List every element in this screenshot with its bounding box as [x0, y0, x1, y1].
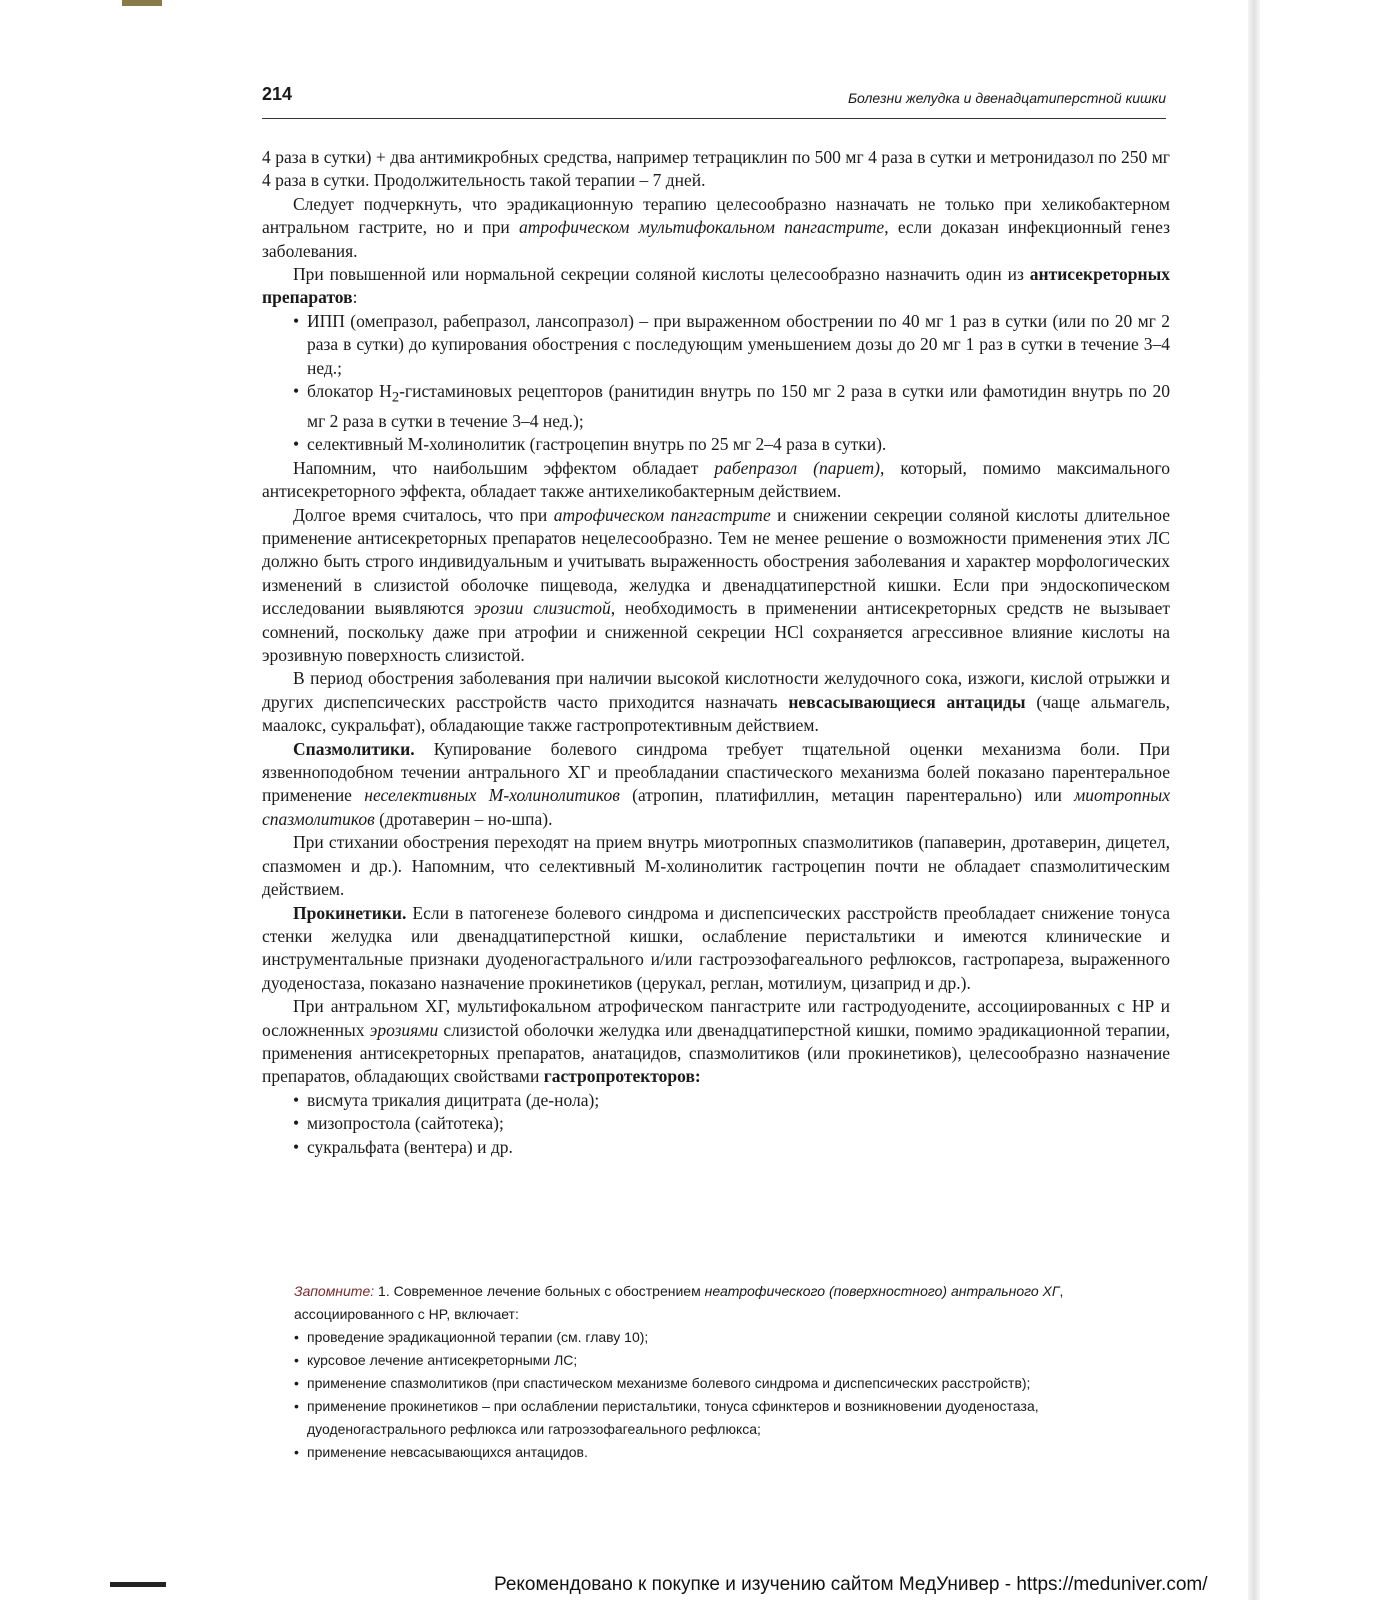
paragraph: В период обострения заболевания при наличии высокой кислотности желудочного сока, изжоги, кислой отрыжки и других диспепсических расстройств часто приходится назначать невсасывающиеся антациды (чаще альмагель, маалокс, сукральфат), обладающие также гастропротективным действием.	[262, 668, 1170, 736]
bullet-list	[262, 1089, 1170, 1159]
paragraph: Долгое время считалось, что при атрофическом пангастрите и снижении секреции соляной кислоты длительное применение антисекреторных препаратов нецелесообразно. Тем не менее решение о возможности применения этих ЛС должно быть строго индивидуальным и учитывать выраженность обострения заболевания и характер морфологических изменений в слизистой оболочке пищевода, желудка и двенадцатиперстной кишки. Если при эндоскопическом исследовании выявляются эрозии слизистой, необходимость в применении антисекреторных средств не вызывает сомнений, поскольку даже при атрофии и сниженной секреции HCl сохраняется агрессивное влияние кислоты на эрозивную поверхность слизистой.	[262, 504, 1170, 666]
paragraph: При антральном ХГ, мультифокальном атрофическом пангастрите или гастродуодените, ассоциированных с HP и осложненных эрозиями слизистой оболочки желудка или двенадцатиперстной кишки, помимо эрадикационной терапии, применения антисекреторных препаратов, анатацидов, спазмолитиков (или прокинетиков), целесообразно назначение препаратов, обладающих свойствами гастропротекторов:	[262, 996, 1170, 1087]
paragraph: При повышенной или нормальной секреции соляной кислоты целесообразно назначить один из антисекреторных препаратов:	[262, 264, 1170, 308]
list-item: • селективный М-холинолитик (гастроцепин внутрь по 25 мг 2–4 раза в сутки).	[293, 433, 1170, 456]
section-lead: Спазмолитики.	[293, 738, 415, 759]
memo-box	[294, 1280, 1144, 1464]
emphasis: эрозии слизистой	[473, 598, 611, 619]
emphasis: эрозиями	[369, 1019, 439, 1040]
page-body	[262, 146, 1170, 1159]
page-header	[262, 84, 1166, 119]
memo-item: • курсовое лечение антисекреторными ЛС;	[294, 1349, 1144, 1372]
memo-item: • применение спазмолитиков (при спастическом механизме болевого синдрома и диспепсических расстройств);	[294, 1372, 1144, 1395]
list-item: • висмута трикалия дицитрата (де-нола);	[293, 1089, 1170, 1112]
emphasis: неселективных М-холинолитиков	[364, 785, 620, 806]
list-item: • ИПП (омепразол, рабепразол, лансопразол) – при выраженном обострении по 40 мг 1 раз в сутки (или по 20 мг 2 раза в сутки) до купирования обострения с последующим уменьшением дозы до 20 мг 1 раз в сутки в течение 3–4 нед.;	[293, 310, 1170, 380]
footer-credit: Рекомендовано к покупке и изучению сайтом МедУнивер - https://meduniver.com/	[494, 1574, 1208, 1595]
section-lead: Прокинетики.	[293, 902, 407, 923]
term: антисекреторных препаратов	[262, 264, 1170, 308]
page-number: 214	[262, 84, 293, 104]
emphasis: миотропных спазмолитиков	[262, 785, 1170, 829]
paragraph: Напомним, что наибольшим эффектом обладает рабепразол (париет), который, помимо максимального антисекреторного эффекта, обладает также антихеликобактерным действием.	[262, 457, 1170, 502]
memo-intro: Запомните: 1. Современное лечение больных с обострением неатрофического (поверхностного) антрального ХГ, ассоциированного с HP, включает:	[294, 1283, 1064, 1322]
bullet-list	[262, 310, 1170, 457]
paragraph: Прокинетики. Если в патогенезе болевого синдрома и диспепсических расстройств преобладает снижение тонуса стенки желудка или двенадцатиперстной кишки, ослабление перистальтики и имеются клинические и инструментальные признаки дуоденогастрального и/или гастроэзофагеального рефлюксов, гастропареза, выраженного дуоденостаза, показано назначение прокинетиков (церукал, реглан, мотилиум, цизаприд и др.).	[262, 902, 1170, 993]
memo-item: • применение прокинетиков – при ослаблении перистальтики, тонуса сфинктеров и возникновении дуоденостаза, дуоденогастрального рефлюкса или гатроэзофагеального рефлюкса;	[294, 1395, 1144, 1441]
emphasis: атрофическом пангастрите	[553, 504, 771, 525]
list-item: • сукральфата (вентера) и др.	[293, 1136, 1170, 1159]
emphasis: рабепразол (париет)	[714, 457, 880, 478]
scan-bottom-mark	[110, 1582, 166, 1587]
page-edge-shadow	[1248, 0, 1260, 1600]
list-item: • мизопростола (сайтотека);	[293, 1112, 1170, 1135]
paragraph: При стихании обострения переходят на прием внутрь миотропных спазмолитиков (папаверин, дротаверин, дицетел, спазмомен и др.). Напомним, что селективный М-холинолитик гастроцепин почти не обладает спазмолитическим действием.	[262, 832, 1170, 900]
paragraph: Следует подчеркнуть, что эрадикационную терапию целесообразно назначать не только при хеликобактерном антральном гастрите, но и при атрофическом мультифокальном пангастрите, если доказан инфекционный генез заболевания.	[262, 193, 1170, 261]
emphasis: атрофическом мультифокальном пангастрите	[518, 217, 885, 238]
term: невсасывающиеся антациды	[788, 691, 1026, 712]
memo-list	[294, 1326, 1144, 1464]
memo-item: • применение невсасывающихся антацидов.	[294, 1441, 1144, 1464]
scan-corner-mark	[122, 0, 162, 6]
memo-item: • проведение эрадикационной терапии (см. главу 10);	[294, 1326, 1144, 1349]
running-title: Болезни желудка и двенадцатиперстной кишки	[847, 90, 1166, 106]
memo-label: Запомните:	[294, 1283, 375, 1299]
paragraph: 4 раза в сутки) + два антимикробных средства, например тетрациклин по 500 мг 4 раза в сутки и метронидазол по 250 мг 4 раза в сутки. Продолжительность такой терапии – 7 дней.	[262, 147, 1170, 191]
emphasis: неатрофического (поверхностного) антрального ХГ	[704, 1283, 1060, 1299]
list-item: • блокатор $H_2$-гистаминовых рецепторов (ранитидин внутрь по 150 мг 2 раза в сутки или фамотидин внутрь по 20 мг 2 раза в сутки в течение 3–4 нед.);	[293, 380, 1170, 433]
paragraph: Спазмолитики. Купирование болевого синдрома требует тщательной оценки механизма боли. При язвенноподобном течении антрального ХГ и преобладании спастического механизма болей показано парентеральное применение неселективных М-холинолитиков (атропин, платифиллин, метацин парентерально) или миотропных спазмолитиков (дротаверин – но-шпа).	[262, 738, 1170, 829]
term: гастропротекторов:	[543, 1066, 701, 1087]
